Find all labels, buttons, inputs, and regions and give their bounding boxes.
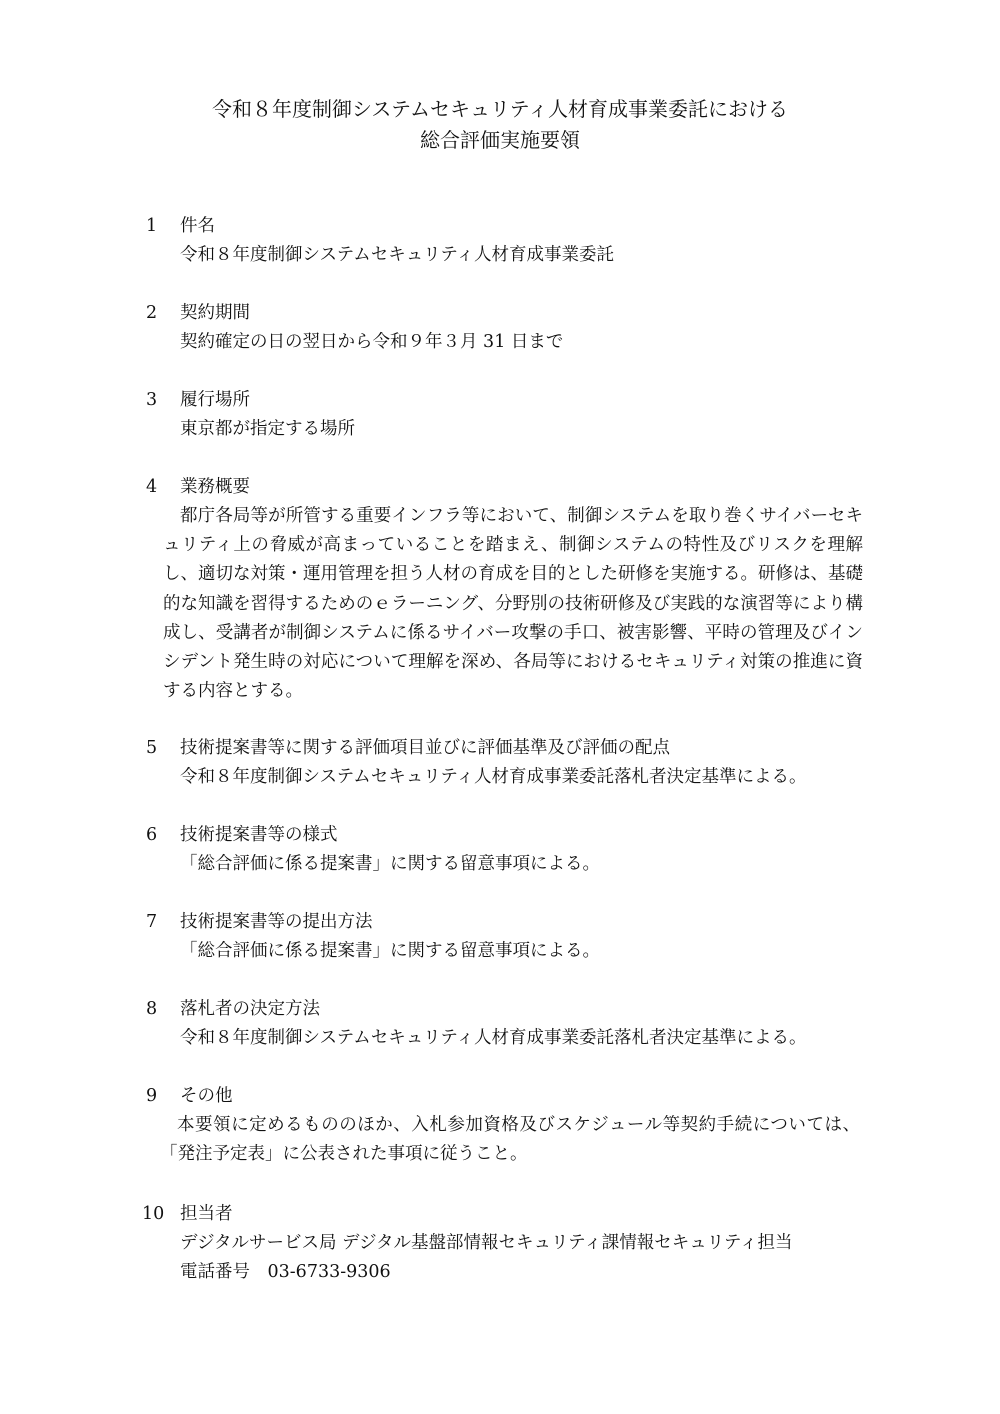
section-body: 令和８年度制御システムセキュリティ人材育成事業委託	[180, 245, 614, 265]
section-number: 10	[142, 1204, 165, 1224]
section-8	[0, 994, 1000, 1053]
title-line-1: 令和８年度制御システムセキュリティ人材育成事業委託における	[212, 97, 788, 121]
section-body: 令和８年度制御システムセキュリティ人材育成事業委託落札者決定基準による。	[180, 767, 807, 787]
section-10	[0, 1199, 1000, 1287]
document-title	[0, 94, 1000, 156]
section-number: 6	[146, 825, 158, 845]
section-title: 契約期間	[180, 303, 250, 323]
section-body: 令和８年度制御システムセキュリティ人材育成事業委託落札者決定基準による。	[180, 1028, 807, 1048]
section-6	[0, 820, 1000, 879]
section-number: 4	[146, 477, 158, 497]
section-title: 技術提案書等の様式	[180, 825, 338, 845]
section-2	[0, 298, 1000, 357]
section-body: 東京都が指定する場所	[180, 419, 355, 439]
section-number: 1	[146, 216, 158, 236]
section-body: 契約確定の日の翌日から令和９年３月 31 日まで	[180, 332, 564, 352]
section-1	[0, 211, 1000, 270]
section-title: その他	[180, 1086, 233, 1106]
section-title: 技術提案書等に関する評価項目並びに評価基準及び評価の配点	[180, 738, 670, 758]
section-title: 件名	[180, 216, 215, 236]
section-title: 落札者の決定方法	[180, 999, 320, 1019]
section-number: 8	[146, 999, 158, 1019]
section-title: 履行場所	[180, 390, 250, 410]
section-5	[0, 733, 1000, 792]
section-number: 7	[146, 912, 158, 932]
contact-phone: 電話番号 03-6733-9306	[180, 1262, 391, 1282]
section-number: 5	[146, 738, 158, 758]
section-body-paragraph: 都庁各局等が所管する重要インフラ等において、制御システムを取り巻くサイバーセキュリティ上の脅威が高まっていることを踏まえ、制御システムの特性及びリスクを理解し、適切な対策・運用管理を担う人材の育成を目的とした研修を実施する。研修は、基礎的な知識を習得するためのｅラーニング、分野別の技術研修及び実践的な演習等により構成し、受講者が制御システムに係るサイバー攻撃の手口、被害影響、平時の管理及びインシデント発生時の対応について理解を深め、各局等におけるセキュリティ対策の推進に資する内容とする。	[163, 506, 863, 702]
section-body-paragraph: 本要領に定めるもののほか、入札参加資格及びスケジュール等契約手続については、「発注予定表」に公表された事項に従うこと。	[160, 1115, 860, 1165]
section-7	[0, 907, 1000, 966]
section-number: 3	[146, 390, 158, 410]
section-title: 担当者	[180, 1204, 233, 1224]
title-line-2: 総合評価実施要領	[420, 128, 580, 152]
contact-department: デジタルサービス局 デジタル基盤部情報セキュリティ課情報セキュリティ担当	[180, 1233, 793, 1253]
section-number: 9	[146, 1086, 158, 1106]
section-title: 業務概要	[180, 477, 250, 497]
section-9	[0, 1081, 1000, 1169]
section-title: 技術提案書等の提出方法	[180, 912, 373, 932]
section-body: 「総合評価に係る提案書」に関する留意事項による。	[180, 941, 600, 961]
section-3	[0, 385, 1000, 444]
section-4	[0, 472, 1000, 706]
section-number: 2	[146, 303, 158, 323]
section-body: 「総合評価に係る提案書」に関する留意事項による。	[180, 854, 600, 874]
